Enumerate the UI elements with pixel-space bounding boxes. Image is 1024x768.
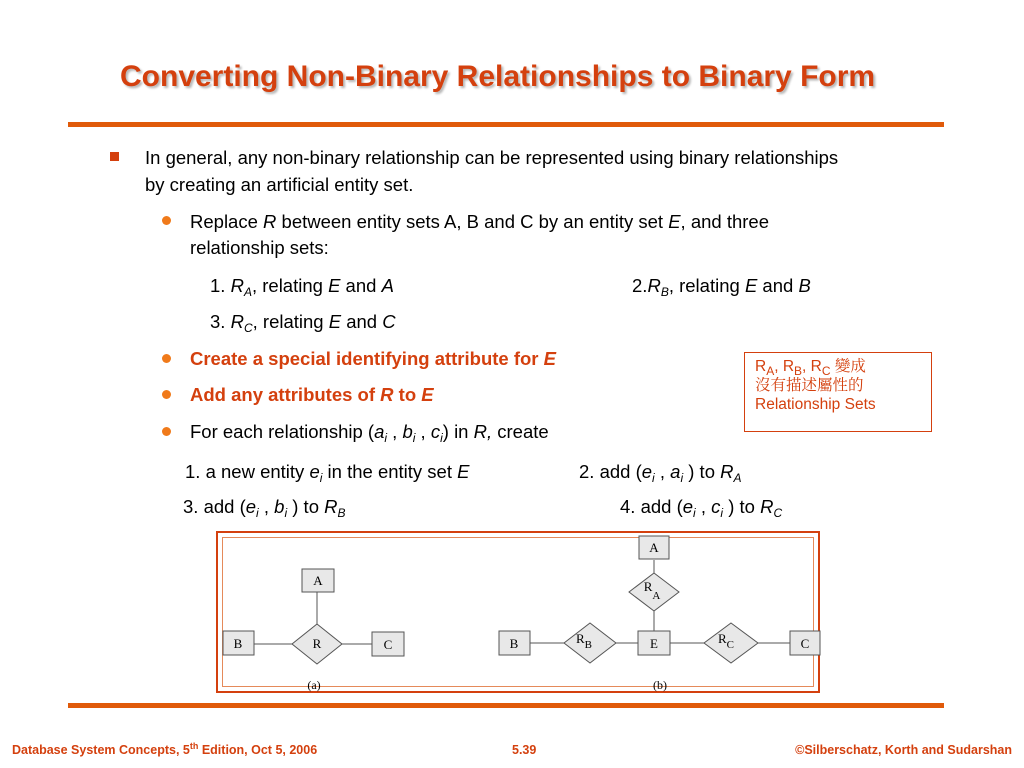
step-add-rc: 4. add ($e_i$ , $c_i$ ) to $R_C$ — [620, 496, 783, 520]
figure-caption-a: (a) — [307, 678, 321, 692]
round-bullet-icon — [162, 390, 171, 399]
relationship-rc-label: $R_C$ — [717, 631, 735, 651]
sub-bullet-add-attributes: Add any attributes of R to E — [190, 384, 434, 405]
footer-book-title: Database System Concepts, 5th Edition, Oct 5, 2006 — [12, 741, 318, 757]
entity-c-label: C — [383, 637, 393, 652]
step-add-ra: 2. add ($e_i$ , $a_i$ ) to $R_A$ — [579, 461, 742, 485]
note-line1: $R_A$, $R_B$, $R_C$ 變成 — [755, 358, 866, 378]
entity-b-label: B — [233, 636, 243, 651]
entity-c-label: C — [800, 636, 810, 651]
sub-bullet-for-each: For each relationship ($a_i$ , $b_i$ , $c_i$) in R, create — [190, 421, 549, 445]
relationship-ra: 1. $R_A$, relating E and A — [210, 275, 394, 299]
diagram-a — [223, 569, 404, 692]
entity-e-label: E — [650, 636, 658, 651]
relationship-rb: $2.R_B$, relating E and B — [632, 275, 811, 299]
square-bullet-icon — [110, 152, 119, 161]
sub-bullet-replace: Replace R between entity sets A, B and C by an entity set E, and three — [190, 211, 769, 232]
footer-page-number: 5.39 — [512, 743, 537, 757]
bullet-main-line2: by creating an artificial entity set. — [145, 174, 414, 195]
sub-bullet-replace-line2: relationship sets: — [190, 237, 329, 258]
relationship-rc: 3. $R_C$, relating E and C — [210, 311, 396, 335]
sub-bullet-identifying-attribute: Create a special identifying attribute for E — [190, 348, 556, 369]
step-new-entity: 1. a new entity $e_i$ in the entity set E — [185, 461, 470, 485]
step-add-rb: 3. add ($e_i$ , $b_i$ ) to $R_B$ — [183, 496, 346, 520]
footer-divider — [68, 703, 944, 708]
entity-a-label: A — [649, 540, 659, 555]
relationship-r-label: R — [312, 636, 322, 651]
note-line2: 沒有描述屬性的 — [755, 377, 864, 394]
entity-b-label: B — [509, 636, 519, 651]
er-diagrams-svg — [218, 533, 822, 695]
title-divider — [68, 122, 944, 127]
relationship-ra-label: $R_A$ — [643, 579, 661, 602]
figure-caption-b: (b) — [653, 678, 667, 692]
diagram-b — [499, 536, 820, 692]
footer-copyright: ©Silberschatz, Korth and Sudarshan — [795, 743, 1012, 757]
note-line3: Relationship Sets — [755, 396, 876, 413]
round-bullet-icon — [162, 216, 171, 225]
round-bullet-icon — [162, 427, 171, 436]
relationship-rb-label: $R_B$ — [575, 631, 593, 651]
bullet-main-line1: In general, any non-binary relationship can be represented using binary relationships — [145, 147, 839, 168]
entity-a-label: A — [313, 573, 323, 588]
annotation-note — [744, 352, 932, 432]
round-bullet-icon — [162, 354, 171, 363]
slide-title: Converting Non-Binary Relationships to Binary Form — [120, 60, 876, 93]
er-diagram-figure — [216, 531, 820, 693]
